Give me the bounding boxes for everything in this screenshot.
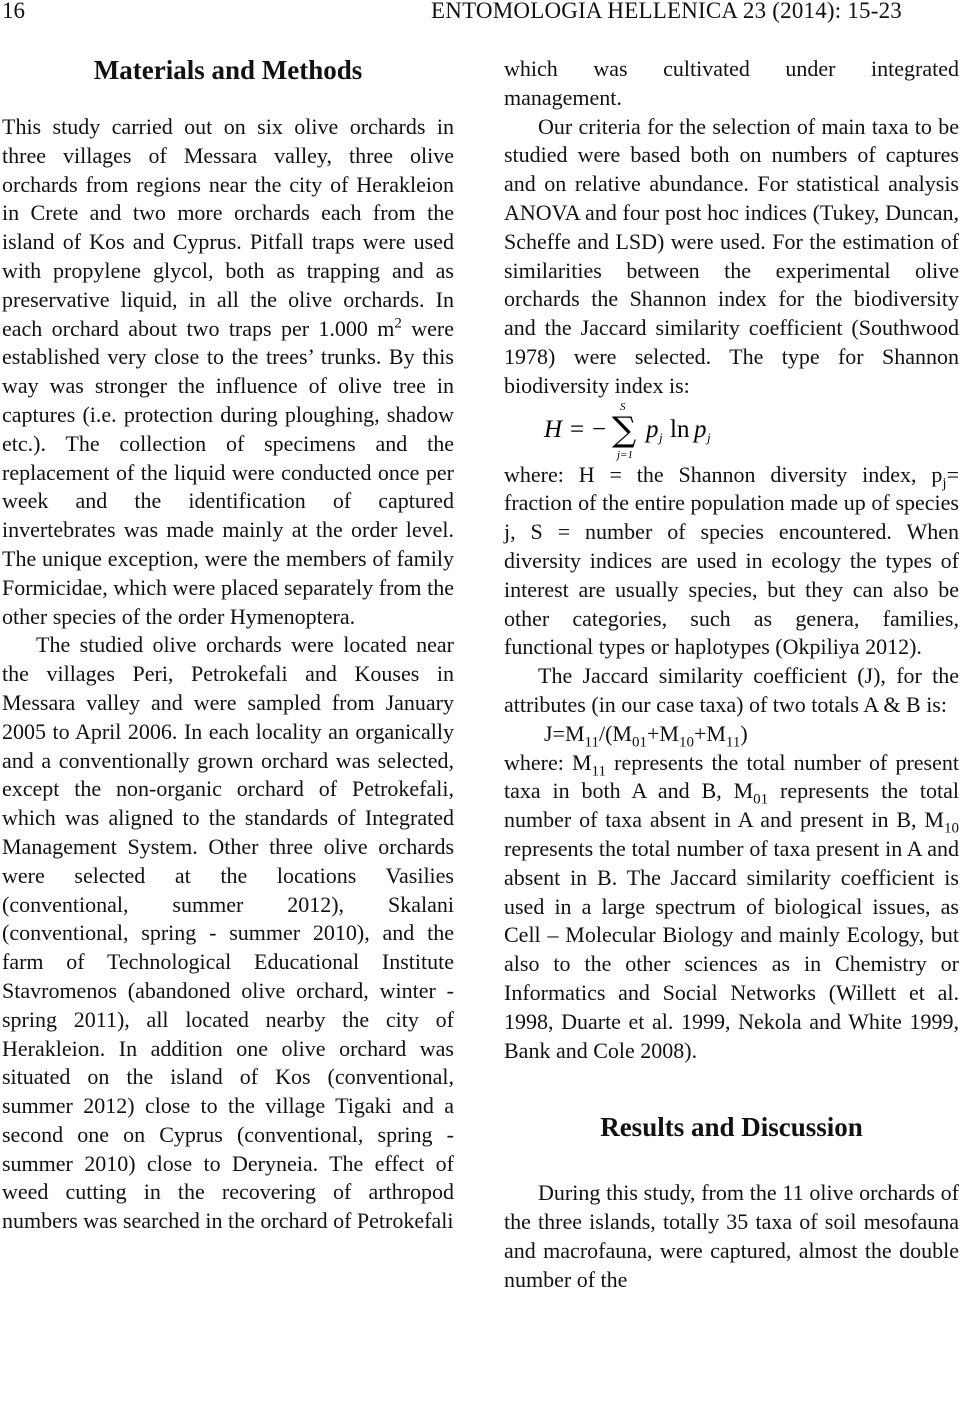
pw-d: represents the total number of taxa present in A and absent in B. The Jaccard similarity coefficient is used in a large spectrum of biological issues, as Cell – Molecular Biology and mainly Ecology, but also to the other sciences as in Chemistry or Informatics and Social Networks (Willett et al. 1998, Duarte et al. 1999, Nekola and White 1999, Bank and Cole 2008).: [504, 835, 959, 1063]
formula-p2-sub: j: [707, 429, 711, 445]
paragraph-jaccard-intro: The Jaccard similarity coefficient (J), for the attributes (in our case taxa) of two totals A & B is:: [504, 663, 959, 717]
paragraph-shannon-definitions: [504, 461, 959, 663]
jf-s4: 11: [725, 734, 741, 751]
paragraph-jaccard-definitions: [504, 749, 959, 1066]
formula-p-sub: j: [659, 429, 663, 445]
shannon-def-text-a: where: H = the Shannon diversity index, p: [504, 461, 943, 487]
pw-b: represents the total number of present taxa in both A and B, M: [504, 749, 959, 804]
jaccard-formula: [504, 720, 959, 749]
paragraph-methods-1-text-b: were established very close to the trees’ trunks. By this way was stronger the influence of olive tree in captures (i.e. protection during ploughing, shadow etc.). The collection of specimens and the replacement of the liquid were conducted once per week and the identification of captured invertebrates was made mainly at the order level. The unique exception, were the members of family Formicidae, which were placed separately from the other species of the order Hymenoptera.: [2, 315, 454, 629]
shannon-formula-graphic: [542, 401, 782, 461]
jf-a: J=M: [544, 720, 585, 746]
paragraph-methods-1-text-a: This study carried out on six olive orchards in three villages of Messara valley, three olive orchards from regions near the city of Herakleion in Crete and two more orchards each from the island of Kos and Cyprus. Pitfall traps were used with propylene glycol, both as trapping and as preservative liquid, in all the olive orchards. In each orchard about two traps per 1.000 m: [2, 114, 454, 341]
section-heading-materials-methods: Materials and Methods: [93, 55, 363, 85]
paragraph-criteria: Our criteria for the selection of main taxa to be studied were based both on numbers of captures and on relative abundance. For statistical analysis ANOVA and four post hoc indices (Tukey, Duncan, Scheffe and LSD) were used. For the estimation of similarities between the experimental olive orchards the Shannon index for the biodiversity and the Jaccard similarity coefficient (Southwood 1978) were selected. The type for Shannon biodiversity index is:: [504, 113, 959, 398]
formula-ln: ln: [670, 415, 690, 443]
formula-upper-limit: S: [620, 400, 626, 413]
formula-lower-limit: j=1: [617, 448, 633, 461]
pw-s1: 11: [591, 762, 606, 779]
jf-d: +M: [693, 720, 726, 746]
shannon-def-sub: j: [942, 474, 947, 491]
pw-s2: 01: [753, 791, 769, 808]
formula-p: p: [646, 415, 659, 443]
jf-s2: 01: [631, 734, 647, 751]
jf-s3: 10: [678, 734, 694, 751]
jf-b: /(M: [598, 720, 632, 746]
formula-sigma: ∑: [612, 409, 637, 450]
pw-c: represents the total number of taxa absent in A and present in B, M: [504, 778, 959, 833]
page-number: 16: [2, 0, 25, 23]
shannon-def-text-b: = fraction of the entire population made up of species j, S = number of species encountered. When diversity indices are used in ecology the types of interest are usually species, but they can also be other categories, such as genera, families, functional types or haplotypes (Okpiliya 2012).: [504, 461, 959, 660]
jf-s1: 11: [584, 734, 599, 751]
right-column: [504, 55, 959, 1294]
superscript-2: 2: [394, 315, 402, 332]
journal-header: ENTOMOLOGIA HELLENICA 23 (2014): 15-23: [431, 0, 902, 23]
formula-p2: p: [694, 415, 707, 443]
jf-e: ): [740, 720, 748, 746]
formula-lhs: H: [544, 415, 563, 443]
left-column: [2, 52, 454, 1236]
jf-c: +M: [646, 720, 679, 746]
shannon-formula: [504, 401, 959, 461]
paragraph-continuation: which was cultivated under integrated management.: [504, 56, 959, 110]
paragraph-methods-2: The studied olive orchards were located near the villages Peri, Petrokefali and Kouses in Messara valley and were sampled from January 2005 to April 2006. In each locality an organically and a conventionally grown orchard was selected, except the non-organic orchard of Petrokefali, which was aligned to the standards of Integrated Management System. Other three olive orchards were selected at the locations Vasilies (conventional, summer 2012), Skalani (conventional, spring - summer 2010), and the farm of Technological Educational Institute Stavromenos (abandoned olive orchard, winter - spring 2011), all located nearby the city of Herakleion. In addition one olive orchard was situated on the island of Kos (conventional, summer 2012) close to the village Tigaki and a second one on Cyprus (conventional, spring - summer 2010) close to Deryneia. The effect of weed cutting in the recovering of arthropod numbers was searched in the orchard of Petrokefali: [2, 632, 454, 1234]
pw-s3: 10: [944, 820, 959, 837]
paragraph-results: During this study, from the 11 olive orchards of the three islands, totally 35 taxa of soil mesofauna and macrofauna, were captured, almost the double number of the: [504, 1180, 959, 1292]
formula-minus: −: [592, 415, 607, 443]
paragraph-methods-1: [2, 113, 454, 631]
section-heading-results: Results and Discussion: [600, 1112, 863, 1143]
formula-equals: =: [570, 415, 585, 443]
pw-a: where: M: [504, 749, 592, 775]
